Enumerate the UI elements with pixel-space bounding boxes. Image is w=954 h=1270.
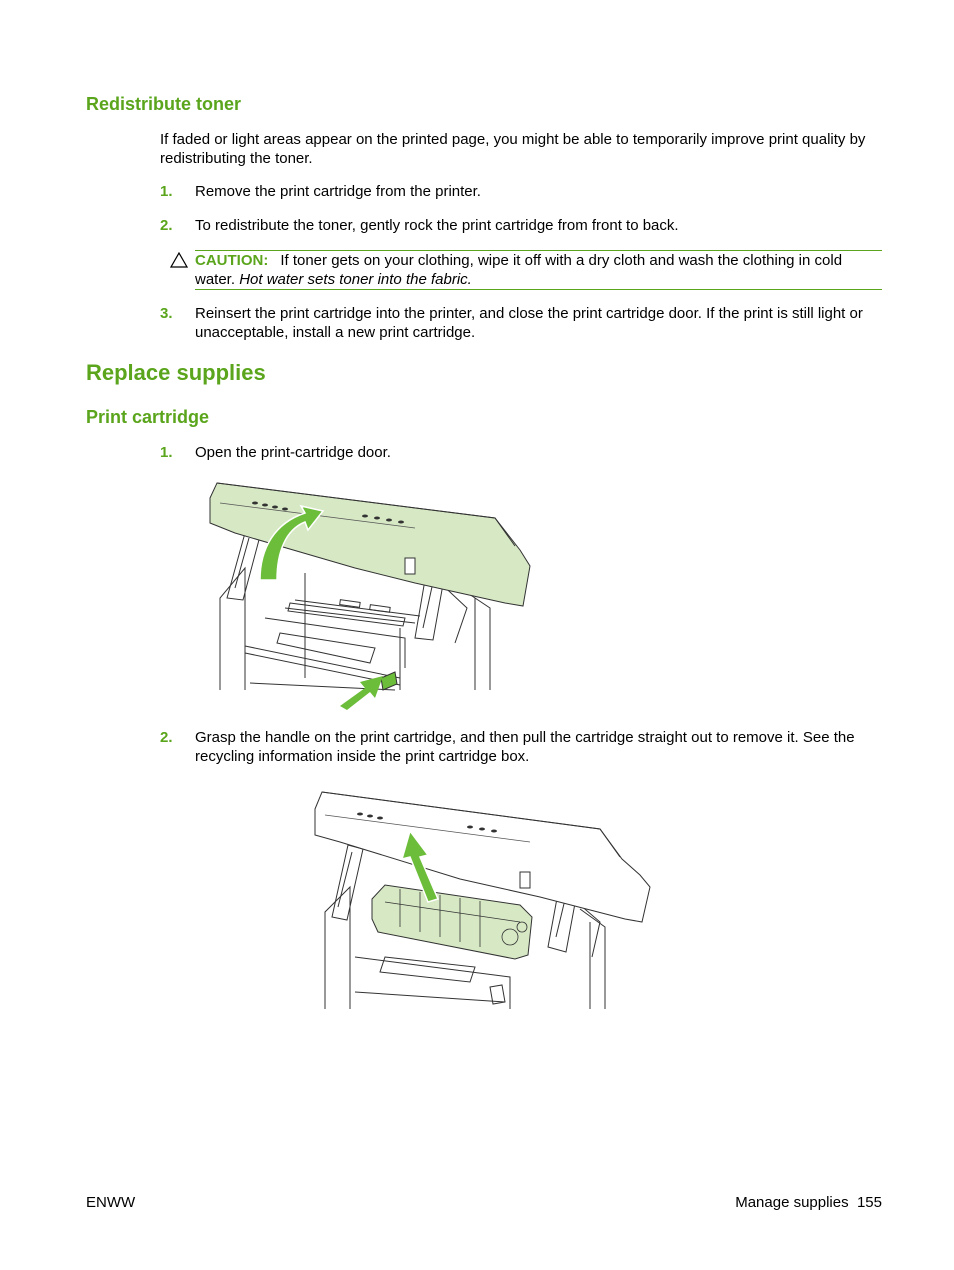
intro-paragraph: If faded or light areas appear on the printed page, you might be able to temporarily improve print quality by redistributing the toner. <box>160 131 866 167</box>
step-number: 1. <box>160 444 173 461</box>
footer-section-label: Manage supplies <box>735 1194 849 1211</box>
caution-label: CAUTION: <box>195 252 269 269</box>
heading-print-cartridge: Print cartridge <box>86 407 210 427</box>
step-text: To redistribute the toner, gently rock the print cartridge from front to back. <box>195 217 679 234</box>
remove-cartridge-illustration <box>310 787 660 1012</box>
footer-left: ENWW <box>86 1194 136 1211</box>
page-number: 155 <box>856 1194 882 1211</box>
caution-italic-text: Hot water sets toner into the fabric. <box>239 271 472 288</box>
caution-text: If toner gets on your clothing, wipe it off with a dry cloth and wash the clothing in cold water. <box>195 252 843 288</box>
heading-redistribute-toner: Redistribute toner <box>86 94 242 114</box>
step-text: Remove the print cartridge from the printer. <box>195 183 481 200</box>
step-number: 2. <box>160 729 173 746</box>
step-text: Open the print-cartridge door. <box>195 444 391 461</box>
footer-right <box>735 1193 882 1212</box>
caution-box <box>195 250 882 290</box>
step-number: 3. <box>160 305 173 322</box>
step-number: 2. <box>160 217 173 234</box>
heading-replace-supplies: Replace supplies <box>86 360 266 385</box>
open-door-illustration <box>205 478 535 710</box>
step-text: Reinsert the print cartridge into the printer, and close the print cartridge door. If the print is still light or unacceptable, install a new print cartridge. <box>195 305 863 341</box>
step-text: Grasp the handle on the print cartridge, and then pull the cartridge straight out to remove it. See the recycling information inside the print cartridge box. <box>195 729 855 765</box>
caution-triangle-icon <box>170 252 188 268</box>
caution-text-block <box>195 251 882 289</box>
step-number: 1. <box>160 183 173 200</box>
